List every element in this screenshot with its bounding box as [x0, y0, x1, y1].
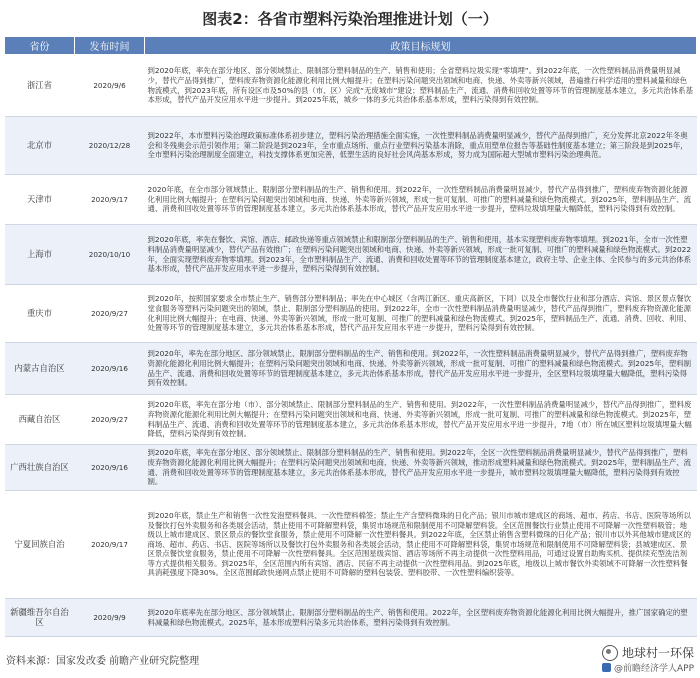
- province-cell: 内蒙古自治区: [5, 343, 75, 395]
- header-date: 发布时间: [75, 37, 145, 55]
- table-row: [5, 395, 697, 445]
- policy-cell: 到2020年，率先在部分地区、部分领域禁止、限制部分塑料制品的生产、销售和使用。到2022年，一次性塑料制品消费量明显减少，替代产品得到推广，塑料废弃物资源化能源化利用比例大幅提升；在塑料污染问题突出领域和电商、快递、外卖等新兴领域，形成一批可复制、可推广的塑料减量和绿色物流模式。到2025年，塑料制品生产、流通、消费和回收处置等环节的管理制度基本建立，多元共治体系基本形成，替代产品开发应用水平进一步提升，全区塑料垃圾填埋量大幅降低，塑料污染得到有效控制。: [145, 343, 697, 395]
- watermark: [602, 644, 694, 674]
- watermark-sub-line: [602, 661, 694, 674]
- province-cell: 北京市: [5, 117, 75, 175]
- policy-cell: 到2020年底，率先在部分地区、部分领域禁止、限制部分塑料制品的生产、销售和使用；全省塑料垃圾实现“零填埋”。到2022年底，一次性塑料制品消费量明显减少，替代产品得到推广，塑料废弃物资源化能源化利用比例大幅提升；在塑料污染问题突出领域和电商、快递、外卖等新兴领域，普遍推行科学适用的塑料减量和绿色物流模式，到2023年底，所有设区市及50%的县（市、区）完成“无废城市”建设；塑料制品生产、流通、消费和回收处置等环节的管理制度基本建立，多元共治体系基本形成，替代产品开发应用水平进一步提升。到2025年底，城乡一体的多元共治体系基本形成，塑料污染得到有效控制。: [145, 55, 697, 117]
- watermark-sub-text: @前瞻经济学人APP: [613, 664, 694, 674]
- date-cell: 2020/9/6: [75, 55, 145, 117]
- table-row: [5, 599, 697, 637]
- header-province: 省份: [5, 37, 75, 55]
- policy-cell: 到2020年底率先在部分地区、部分领域禁止、限制部分塑料制品的生产、销售和使用。2022年，全区塑料废弃物资源化能源化利用比例大幅提升，推广国家确定的塑料减量和绿色物流模式。2025年，基本形成塑料污染多元共治体系，塑料污染得到有效控制。: [145, 599, 697, 637]
- table-row: [5, 225, 697, 285]
- table-row: [5, 343, 697, 395]
- date-cell: 2020/10/10: [75, 225, 145, 285]
- date-cell: 2020/9/9: [75, 599, 145, 637]
- date-cell: 2020/9/16: [75, 445, 145, 491]
- province-cell: 广西壮族自治区: [5, 445, 75, 491]
- table-row: [5, 491, 697, 599]
- policy-cell: 到2020年底，率先在餐饮、宾馆、酒店、邮政快递等重点领域禁止和限制部分塑料制品的生产、销售和使用，基本实现塑料废弃物零填埋。到2021年，全市一次性塑料制品消费量明显减少，替代产品有效推广；在塑料污染问题突出领域和电商、快递、外卖等新兴领域，形成一批可复制、可推广的塑料减量和绿色物流模式。到2022年，全面实现塑料废弃物零填埋。到2023年，全市塑料制品生产、流通、消费和回收处置等环节的管理制度基本建立，政府主导、企业主体、全民参与的多元共治体系基本形成，替代产品开发应用水平进一步提升，塑料污染得到有效控制。: [145, 225, 697, 285]
- source-note: 资料来源：国家发改委 前瞻产业研究院整理: [6, 656, 200, 667]
- table-row: [5, 55, 697, 117]
- policy-cell: 到2020年底，禁止生产和销售一次性发泡塑料餐具、一次性塑料棉签；禁止生产含塑料微珠的日化产品；银川市城市建成区的商场、超市、药店、书店、医院等场所以及餐饮打包外卖服务和各类展会活动，禁止使用不可降解塑料袋，集贸市场规范和限制使用不可降解塑料袋。全区范围餐饮行业禁止使用不可降解一次性塑料吸管；地级以上城市建成区、景区景点的餐饮堂食服务，禁止使用不可降解一次性塑料餐具。到2022年底，全区禁止销售含塑料微珠的日化产品；银川市以外其他城市建成区的商场、超市、药店、书店、医院等场所以及餐饮打包外卖服务和各类展会活动，禁止使用不可降解塑料袋，集贸市场规范和限制使用不可降解塑料袋；县城建成区、景区景点餐饮堂食服务，禁止使用不可降解一次性塑料餐具。全区范围星级宾馆、酒店等场所不再主动提供一次性塑料用品，可通过设置自助购买机、提供续充型洗洁剂等方式提供相关服务。到2025年，全区范围内所有宾馆、酒店、民宿不再主动提供一次性塑料用品。到2025年底，地级以上城市餐饮外卖领域不可降解一次性塑料餐具消耗强度下降30%。全区范围邮政快递网点禁止使用不可降解的塑料包装袋、塑料胶带、一次性塑料编织袋等。: [145, 491, 697, 599]
- policy-cell: 2020年底，在全市部分领域禁止、限制部分塑料制品的生产、销售和使用。到2022年，一次性塑料制品消费量明显减少，替代产品得到推广，塑料废弃物资源化能源化利用比例大幅提升；在塑料污染问题突出领域和电商、快递、外卖等新兴领域，形成一批可复制、可推广的塑料减量和绿色物流模式。到2025年，塑料制品生产、流通、消费和回收处置等环节的管理制度基本建立，多元共治体系基本形成，替代产品开发应用水平进一步提升，塑料垃圾填埋量大幅降低，塑料污染得到有效控制。: [145, 175, 697, 225]
- province-cell: 天津市: [5, 175, 75, 225]
- watermark-line: [602, 644, 694, 661]
- table-row: [5, 117, 697, 175]
- header-policy: 政策目标规划: [145, 37, 697, 55]
- wechat-icon: [602, 645, 618, 661]
- date-cell: 2020/9/16: [75, 343, 145, 395]
- table-row: [5, 285, 697, 343]
- page-title: 图表2：各省市塑料污染治理推进计划（一）: [202, 10, 498, 28]
- date-cell: 2020/9/17: [75, 491, 145, 599]
- date-cell: 2020/9/27: [75, 285, 145, 343]
- province-cell: 宁夏回族自治: [5, 491, 75, 599]
- policy-table: [4, 36, 697, 637]
- province-cell: 重庆市: [5, 285, 75, 343]
- province-cell: 新疆维吾尔自治区: [5, 599, 75, 637]
- province-cell: 上海市: [5, 225, 75, 285]
- table-row: [5, 175, 697, 225]
- policy-cell: 到2022年，本市塑料污染治理政策标准体系初步建立，塑料污染治理措施全面实施，一次性塑料制品消费量明显减少，替代产品得到推广，充分发挥北京2022年冬奥会和冬残奥会示范引领作用；第二阶段是到2023年，全市重点场所、重点行业塑料污染基本消除，重点用塑单位报告等基础性制度基本建立；第三阶段是到2025年，全市塑料污染治理制度全面建立，科技支撑体系更加完善，低塑生活的良好社会风尚基本形成，努力成为国际超大型城市塑料污染治理典范。: [145, 117, 697, 175]
- province-cell: 西藏自治区: [5, 395, 75, 445]
- watermark-text: 地球村一环保: [621, 646, 694, 660]
- date-cell: 2020/9/17: [75, 175, 145, 225]
- qianzhan-logo-icon: [602, 663, 611, 672]
- date-cell: 2020/12/28: [75, 117, 145, 175]
- policy-cell: 到2020年，按照国家要求全市禁止生产、销售部分塑料制品；率先在中心城区（含两江新区、重庆高新区，下同）以及全市餐饮行业和部分酒店、宾馆、景区景点餐饮堂食服务等塑料污染问题突出的领域，禁止、限制部分塑料制品的使用。到2022年，全市一次性塑料制品消费量明显减少，替代产品得到推广，塑料废弃物资源化能源化利用比例大幅提升；在电商、快递、外卖等新兴领域，形成一批可复制、可推广的塑料减量和绿色物流模式。到2025年，塑料制品生产、流通、消费、回收、利用、处置等环节的管理制度基本建立，多元共治体系基本形成，替代产品开发应用水平进一步提升，塑料污染得到有效控制。: [145, 285, 697, 343]
- table-row: [5, 445, 697, 491]
- policy-cell: 到2020年底，率先在部分地（市）、部分领域禁止、限制部分塑料制品的生产、销售和使用。到2022年，一次性塑料制品消费量明显减少，替代产品得到推广，塑料废弃物资源化能源化利用比例大幅提升；在塑料污染问题突出领域和电商、快递、外卖等新兴领域，形成一批可复制、可推广的塑料减量和绿色物流模式。到2025年，塑料制品生产、流通、消费和回收处置等环节的管理制度基本建立，多元共治体系基本形成，替代产品开发应用水平进一步提升，7地（市）所在城区塑料垃圾填埋量大幅降低，塑料污染得到有效控制。: [145, 395, 697, 445]
- policy-cell: 到2020年底，率先在部分地区、部分领域禁止、限制部分塑料制品的生产、销售和使用。到2022年，全区一次性塑料制品消费量明显减少，替代产品得到推广，塑料废弃物资源化能源化利用比例大幅提升；在塑料污染问题突出领域和电商、快递、外卖等新兴领域，推动形成塑料减量和绿色物流模式。到2025年，塑料制品生产、流通、消费和回收处置等环节的管理制度基本建立，多元共治体系基本形成，替代产品开发应用水平进一步提升，城市塑料垃圾填埋量大幅降低，塑料污染得到有效控制。: [145, 445, 697, 491]
- date-cell: 2020/9/27: [75, 395, 145, 445]
- province-cell: 浙江省: [5, 55, 75, 117]
- table-header-row: [5, 37, 697, 55]
